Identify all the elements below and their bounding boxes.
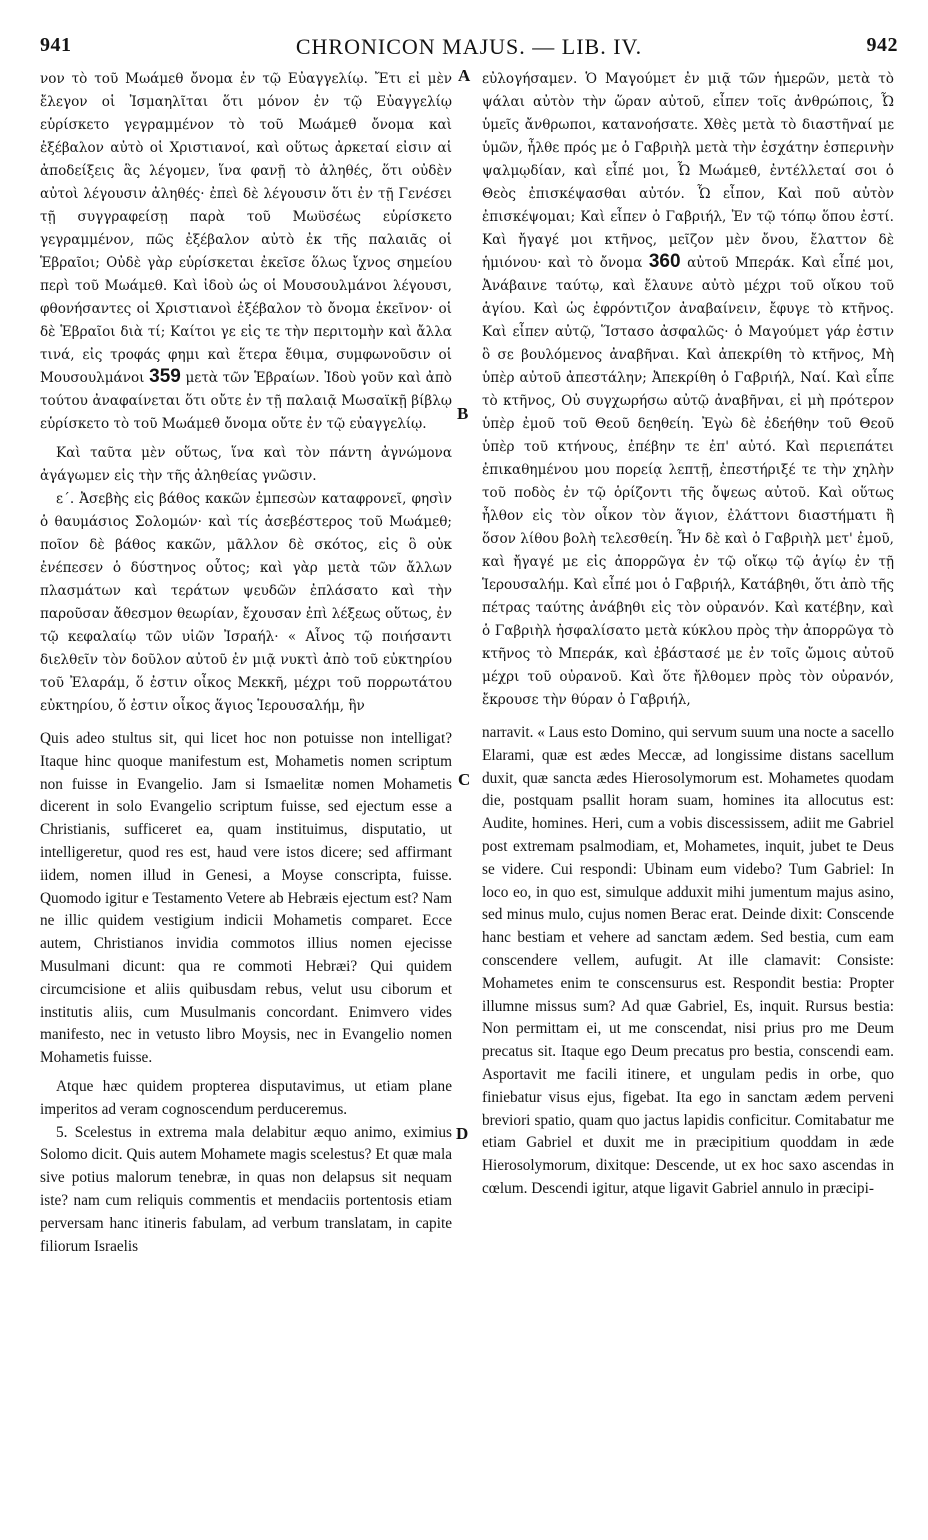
latin-paragraph: 5. Scelestus in extrema mala delabitur æquo animo, eximius Solomo dicit. Quis autem Mohamete magis scelestus? Et quæ mala sive potius malorum tenebræ, in quas non delapsus sit nequam iste? nam cum reliquis commentis et mendaciis portentosis etiam perversam hanc itineris fabulam, ad verbum translatam, in capite filiorum Israelis — [40, 1123, 452, 1255]
right-column — [482, 68, 894, 1201]
latin-paragraph: Quis adeo stultus sit, qui licet hoc non potuisse non intelligat? Itaque hinc quoque manifestum est, Mohametis nomen scriptum non fuisse in Evangelio. Jam si Ismaelitæ nomen Mohametis dicerent in solo Evangelio scriptum fuisse, sed ejectum esse a Christianis, sufficeret ea, quam instituimus, disputatio, ut intelligeretur, quod res est, haud vere istos dicere; sed affirmant iidem, nomen illud in Genesi, a Moyse conscripta, fuisse. Quomodo igitur e Testamento Vetere ab Hebræis ejectum est? Nam ne illic quidem vestigium indicii Mohametis comparet. Ecce autem, Christianos invidia commotos illius nomen ejecisse Musulmani dicunt: qua re commoti Hebræi? Qui quidem circumcisione et aliis quibusdam rebus, velut usu ciborum et institutis aliis, cum Musulmanis concordant. Enimvero vides manifesto, nec in vetusto libro Moysis, nec in Evangelio nomen Mohametis fuisse. — [40, 730, 452, 1067]
margin-letter-d: D — [456, 1124, 469, 1143]
running-title: CHRONICON MAJUS. — LIB. IV. — [295, 34, 643, 59]
column-page-marker: 359 — [149, 366, 181, 387]
running-header — [40, 34, 898, 68]
latin-paragraph: narravit. « Laus esto Domino, qui servum suum una nocte a sacello Elarami, quæ est ædes Meccæ, ad longissime distans sacellum duxit, quæ sancta ædes Hierosolymorum est. Mohametes quodam die, postquam psallit horam suam, homines ita allocutus est: Audite, homines. Heri, cum a vobis discessissem, adiit me Gabriel post extremam psalmodiam, et, Mohametes, inquit, jubet te Deus se videre. Cui respondi: Ubinam eum videbo? Tum Gabriel: In loco eo, in quo est, simulque adduxit mihi jumentum majus asino, sed minus mulo, cujus nomen Berac erat. Deinde dixit: Conscende hanc bestiam et vehere ad sanctam ædem. Sed bestia, cum eam conscendere vellem, aufugit. At ille clamavit: Consiste: Mohametes enim te conscensurus est. Respondit bestia: Propter illumne missus sum? Ad quæ Gabriel, Es, inquit. Rursus bestia: Non permittam ei, ut me conscendat, nisi prius pro me Deum precatus sit. Itaque ego Deum precatus pro bestia, conscendi eam. Asportavit me facili itinere, et ungulam pedis in orbe, quo finiebatur visus ejus, figebat. Ita ego in sanctam ædem perveni breviori spatio, quam quo jactus lapidis conficitur. Comitabatur me etiam Gabriel et duxit me in præcipitium quoddam in æde Hierosolymorum, dixitque: Descende, ut ex hoc saxo ascendas in cœlum. Descendi igitur, atque ligavit Gabriel annulo in præcipi- — [482, 724, 894, 1197]
column-page-marker: 360 — [648, 251, 681, 272]
left-column — [40, 68, 452, 1258]
margin-letter-c: C — [458, 770, 471, 789]
greek-paragraph — [482, 68, 894, 712]
greek-paragraph: Καὶ ταῦτα μὲν οὕτως, ἵνα καὶ τὸν πάντη ἀγνώμονα ἀγάγωμεν εἰς τὴν τῆς ἀληθείας γνῶσιν. — [40, 445, 452, 484]
greek-text: αὐτοῦ Μπεράκ. Καὶ εἶπέ μοι, Ἀνάβαινε ταύτῳ, καὶ ἔλαυνε αὐτὸ μέχρι τοῦ οἴκου τοῦ ἁγίου. Καὶ ὡς ἐφρόντιζον ἀναβαίνειν, ἔφυγε τὸ κτῆνος. Καὶ εἶπεν αὐτῷ, Ἵστασο ἀσφαλῶς· ὁ Μαγούμετ γάρ ἐστιν ὃ σε βουλόμενος ἀναβῆναι. Καὶ ἀπεκρίθη τὸ κτῆνος, Μὴ ὑπὲρ αὐτοῦ ἀπεστάλην; Ἀπεκρίθη ὁ Γαβριήλ, Ναί. Καὶ εἶπε τὸ κτῆνος, Οὐ συγχωρήσω αὐτῷ ἀναβῆναι, εἰ μὴ πρότερον ὑπὲρ ἐμοῦ τοῦ Θεοῦ δεηθείη. Ἐγὼ δὲ ἐδεήθην τοῦ Θεοῦ ὑπὲρ τοῦ κτήνους, ἐπέβην τε ἐπ' αὐτό. Καὶ περιεπάτει ἐπικαθημένου μου πορείᾳ λεπτῇ, ἐπεστήριξέ τε τὴν χηλὴν τοῦ ποδὸς ἐν τῷ ὁρίζοντι τῆς ὄψεως αὐτοῦ. Καὶ οὕτως ἦλθον εἰς τὸν οἶκον τὸν ἅγιον, ἐλάττονι διαστήματι ἢ ὅσον λίθου βολὴ τελεσθείη. Ἦν δὲ καὶ ὁ Γαβριὴλ μετ' ἐμοῦ, καὶ ἤγαγέ με εἰς ἀπορρῶγα ἐν τῷ οἴκῳ τῷ ἁγίῳ ἐν τῇ Ἱερουσαλήμ. Καὶ εἶπέ μοι ὁ Γαβριήλ, Κατάβηθι, ὅτι ἀπὸ τῆς πέτρας ταύτης ἀνάβηθι εἰς τὸν οὐρανόν. Καὶ κατέβην, καὶ ὁ Γαβριὴλ ἠσφαλίσατο μετὰ κύκλου πρὸς τὴν ἀπορρῶγα τὸ κτῆνος τὸ Μπεράκ, καὶ ἐβάστασέ με ἐν τοῖς ὤμοις αὐτοῦ μέχρι τοῦ οὐρανοῦ. Καὶ ὅτε ἤλθομεν πρὸς τὸν οὐρανόν, ἔκρουσε τὴν θύραν ὁ Γαβριήλ, — [482, 255, 895, 708]
latin-paragraph: Atque hæc quidem propterea disputavimus, ut etiam plane imperitos ad veram cognoscendum perduceremus. — [40, 1077, 452, 1118]
greek-text: εὐλογήσαμεν. Ὁ Μαγούμετ ἐν μιᾷ τῶν ἡμερῶν, μετὰ τὸ ψάλαι αὐτὸν τὴν ὥραν αὐτοῦ, εἶπεν τοῖς ἀνθρώποις, Ὦ ὑμεῖς ἄνθρωποι, κατανοήσατε. Χθὲς μετὰ τὸ διαστῆναί με ὑμῶν, ἦλθε πρός με ὁ Γαβριὴλ μετὰ τὴν ἐσχάτην ἑσπερινὴν ψαλμῳδίαν, καὶ εἶπέ μοι, Ὦ Μωάμεθ, ἐντέλλεταί σοι ὁ Θεὸς ἐπισκέψασθαι αὐτόν. Ὧ εἶπον, Καὶ ποῦ αὐτὸν ἐπισκέψομαι; Καὶ εἶπεν ὁ Γαβριήλ, Ἐν τῷ τόπῳ ὅπου ἐστί. Καὶ ἤγαγέ μοι κτῆνος, μεῖζον μὲν ὄνου, ἔλαττον δὲ ἡμιόνου· καὶ τὸ ὄνομα — [482, 71, 894, 271]
greek-text: μετὰ τῶν Ἑβραίων. Ἰδοὺ γοῦν καὶ ἀπὸ τούτου ἀναφαίνεται ὅτι οὔτε ἐν τῇ παλαιᾷ Μωσαϊκῇ βίβλῳ εὑρίσκετο τὸ τοῦ Μωάμεθ ὄνομα οὔτε ἐν τῷ εὐαγγελίῳ. — [40, 370, 452, 432]
margin-letter-b: B — [457, 404, 469, 423]
greek-paragraph — [40, 68, 452, 436]
greek-text: νον τὸ τοῦ Μωάμεθ ὄνομα ἐν τῷ Εὐαγγελίῳ. Ἔτι εἰ μὲν ἔλεγον οἱ Ἰσμαηλῖται ὅτι μόνον ἐν τῷ Εὐαγγελίῳ εὑρίσκετο γεγραμμένον τὸ τοῦ Μωάμεθ ὄνομα καὶ ἐξέβαλον αὐτὸ οἱ Χριστιανοί, καὶ οὕτως ἀρκεταί εἰσιν αἱ ἀποδείξεις ἃς λέγομεν, ἵνα φανῇ τὸ ἀληθές, ὅτι οὐδὲν αὐτοὶ λέγουσιν ἀληθές· ἐπεὶ δὲ λέγουσιν ὅτι ἐν τῇ Γενέσει τῇ συγγραφείσῃ παρὰ τοῦ Μωϋσέως εὑρίσκετο γεγραμμένον, πῶς ἐξέβαλον αὐτὸ ἐκ τῆς παλαιᾶς οἱ Ἑβραῖοι; Οὐδὲ γὰρ εὑρίσκεται ἐκεῖσε ὅλως ἴχνος σημείου περὶ τοῦ Μωάμεθ. Καὶ ἰδοὺ ὡς οἱ Μουσουλμάνοι λέγουσι, φθονήσαντες οἱ Χριστιανοὶ ἐξέβαλον τὸ ὄνομα ἐκεῖνον· οἱ δὲ Ἑβραῖοι διὰ τί; Καίτοι γε εἰς τε τὴν περιτομὴν καὶ ἄλλα τινά, εἰς τροφάς φημι καὶ ἕτερα ἔθιμα, συμφωνοῦσιν οἱ Μουσουλμάνοι — [40, 71, 452, 386]
margin-letter-a: A — [458, 66, 471, 85]
page-number-left: 941 — [40, 34, 72, 56]
page-number-right: 942 — [866, 34, 898, 56]
greek-paragraph: ε΄. Ἀσεβὴς εἰς βάθος κακῶν ἐμπεσὼν καταφρονεῖ, φησὶν ὁ θαυμάσιος Σολομών· καὶ τίς ἀσεβέστερος τοῦ Μωάμεθ; ποῖον δὲ βάθος κακῶν, μᾶλλον δὲ σκότος, εἰς ὃ οὐκ ἐνέπεσεν ὁ δύστηνος οὗτος; καὶ γὰρ μετὰ τῶν ἄλλων πλασμάτων καὶ τεράτων ψευδῶν ἐπλάσατο καὶ τὴν παροῦσαν ἄθεσμον θεωρίαν, ἔχουσαν ἐπὶ λέξεως οὕτως, ἐν τῷ κεφαλαίῳ τῶν υἱῶν Ἰσραήλ· « Αἶνος τῷ ποιήσαντι διελθεῖν τὸν δοῦλον αὐτοῦ ἐν μιᾷ νυκτὶ ἀπὸ τοῦ εὐκτηρίου τοῦ Ἐλαράμ, ὅ ἐστιν οἶκος Μεκκῆ, μέχρι τοῦ πορρωτάτου εὐκτηρίου, ὅ ἐστιν οἶκος ἅγιος Ἱερουσαλήμ, ἣν — [40, 491, 452, 714]
